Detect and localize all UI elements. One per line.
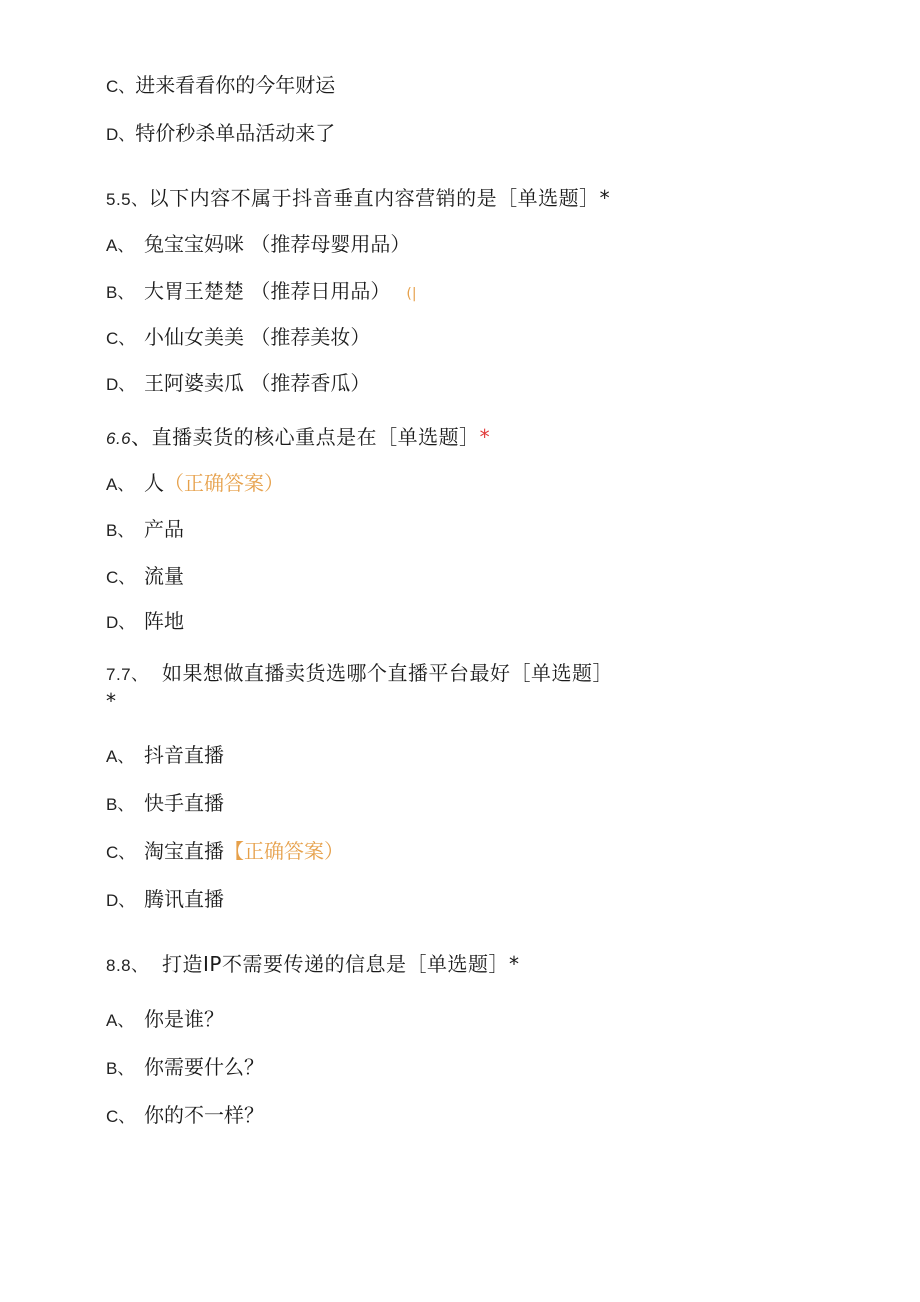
option-text: 腾讯直播 [144, 887, 224, 911]
option-letter: C、 [106, 1107, 136, 1126]
option-text: 特价秒杀单品活动来了 [135, 121, 336, 145]
question-number: 8.8、 [106, 956, 149, 975]
option-q5-c [106, 324, 370, 352]
option-letter: A、 [106, 747, 135, 766]
option-letter: C、 [106, 329, 136, 348]
question-number: 7.7、 [106, 665, 149, 684]
option-letter: B、 [106, 795, 135, 814]
option-q4-c [106, 72, 335, 100]
option-text: 小仙女美美 （推荐美妆） [144, 325, 371, 349]
option-text: 进来看看你的今年财运 [135, 73, 336, 97]
question-text: 如果想做直播卖货选哪个直播平台最好［单选题］ [162, 661, 613, 685]
option-q4-d [106, 120, 335, 148]
option-letter: D、 [106, 891, 136, 910]
option-q7-b [106, 790, 224, 818]
option-q6-d [106, 608, 184, 636]
question-7-title [106, 660, 613, 688]
correct-answer-tag: （正确答案） [164, 471, 284, 495]
option-q5-b [106, 278, 417, 307]
option-letter: B、 [106, 1059, 135, 1078]
option-letter: D、 [106, 613, 136, 632]
option-q8-a [106, 1006, 224, 1034]
option-q5-d [106, 370, 370, 398]
option-text: 你是谁？ [144, 1007, 224, 1031]
question-5-title [106, 185, 610, 213]
answer-mark: (| [406, 286, 417, 302]
option-letter: D、 [106, 375, 136, 394]
option-q5-a [106, 231, 410, 259]
option-letter: B、 [106, 283, 135, 302]
option-letter: A、 [106, 1011, 135, 1030]
question-8-title [106, 951, 519, 979]
question-text: 、直播卖货的核心重点是在［单选题］ [131, 425, 480, 449]
required-star: * [106, 689, 116, 713]
required-star: * [479, 425, 491, 449]
option-text: 阵地 [144, 609, 184, 633]
question-number: 6.6 [106, 429, 132, 448]
option-letter: C、 [106, 77, 136, 96]
option-text: 王阿婆卖瓜 （推荐香瓜） [144, 371, 371, 395]
question-text: 打造IP不需要传递的信息是［单选题］* [162, 952, 520, 976]
option-q6-a [106, 470, 284, 498]
option-letter: B、 [106, 521, 135, 540]
option-letter: A、 [106, 236, 135, 255]
option-text: 抖音直播 [144, 743, 224, 767]
option-q7-a [106, 742, 224, 770]
option-q6-b [106, 516, 184, 544]
option-text: 产品 [144, 517, 184, 541]
option-q6-c [106, 563, 184, 591]
correct-answer-tag: 【正确答案） [224, 839, 344, 863]
option-q8-b [106, 1054, 264, 1082]
option-text: 流量 [144, 564, 184, 588]
option-letter: A、 [106, 475, 135, 494]
option-text: 人 [144, 471, 164, 495]
option-text: 你需要什么？ [144, 1055, 264, 1079]
option-q8-c [106, 1102, 264, 1130]
question-6-title [106, 424, 490, 452]
option-letter: C、 [106, 843, 136, 862]
option-q7-c [106, 838, 344, 866]
option-text: 你的不一样？ [144, 1103, 264, 1127]
option-text: 快手直播 [144, 791, 224, 815]
option-q7-d [106, 886, 224, 914]
question-7-star-line [106, 688, 116, 714]
option-letter: D、 [106, 125, 136, 144]
option-letter: C、 [106, 568, 136, 587]
question-text: 以下内容不属于抖音垂直内容营销的是［单选题］* [148, 186, 611, 210]
option-text: 淘宝直播 [144, 839, 224, 863]
question-number: 5.5、 [106, 190, 149, 209]
option-text: 兔宝宝妈咪 （推荐母婴用品） [144, 232, 411, 256]
option-text: 大胃王楚楚 （推荐日用品） [144, 279, 391, 303]
